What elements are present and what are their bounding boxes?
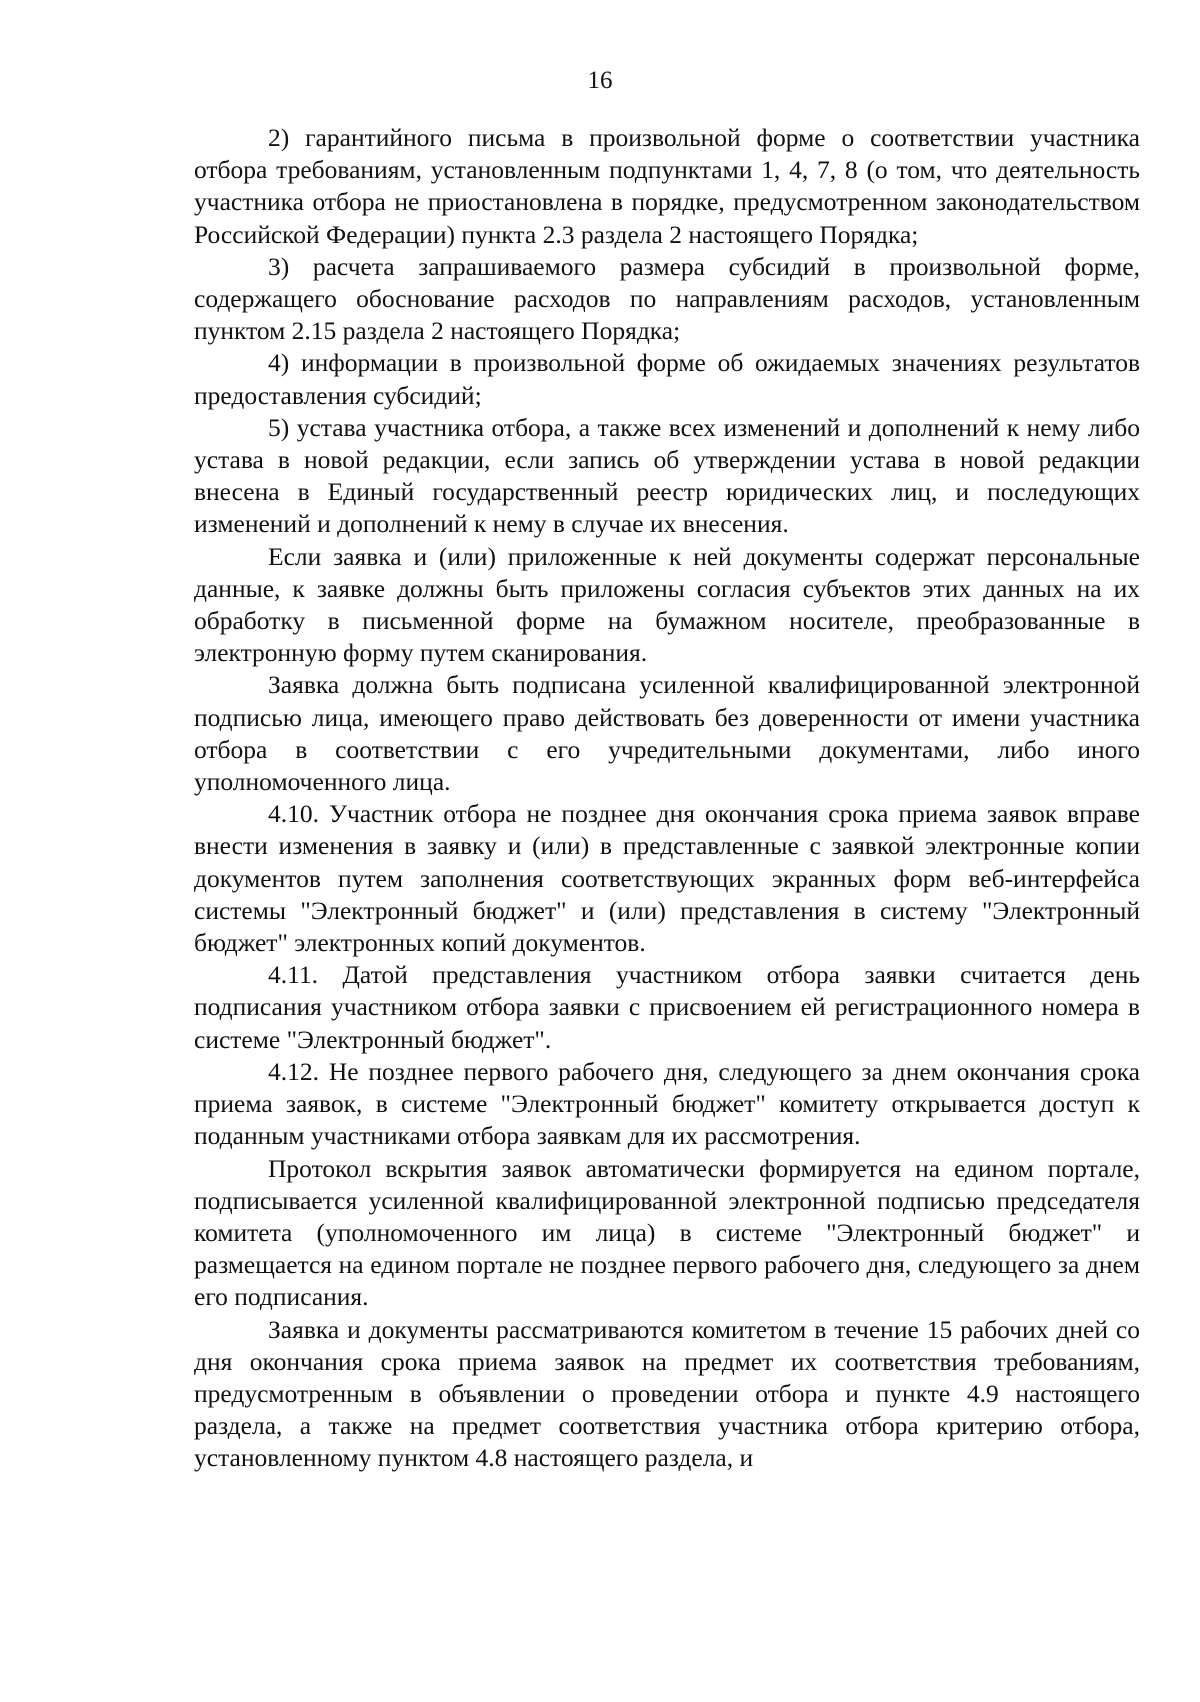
paragraph-4-12: 4.12. Не позднее первого рабочего дня, следующего за днем окончания срока приема заявок, в системе "Электронный бюджет" комитету открывается доступ к поданным участниками отбора заявкам для их рассмотрения. — [194, 1056, 1140, 1151]
page-number: 16 — [587, 67, 613, 94]
paragraph-4-10: 4.10. Участник отбора не позднее дня окончания срока приема заявок вправе внести изменения в заявку и (или) в представленные с заявкой электронные копии документов путем заполнения соответствующих экранных форм веб-интерфейса системы "Электронный бюджет" и (или) представления в систему "Электронный бюджет" электронных копий документов. — [194, 799, 1140, 958]
paragraph-signature: Заявка должна быть подписана усиленной квалифицированной электронной подписью лица, имеющего право действовать без доверенности от имени участника отбора в соответствии с его учредительными документами, либо иного уполномоченного лица. — [194, 670, 1140, 797]
paragraph-item-5: 5) устава участника отбора, а также всех изменений и дополнений к нему либо устава в новой редакции, если запись об утверждении устава в новой редакции внесена в Единый государственный реестр юридических лиц, и последующих изменений и дополнений к нему в случае их внесения. — [194, 412, 1140, 539]
paragraph-review: Заявка и документы рассматриваются комитетом в течение 15 рабочих дней со дня окончания срока приема заявок на предмет их соответствия требованиям, предусмотренным в объявлении о проведении отбора и пункте 4.9 настоящего раздела, а также на предмет соответствия участника отбора критерию отбора, установленному пунктом 4.8 настоящего раздела, и — [194, 1314, 1140, 1473]
paragraph-item-4: 4) информации в произвольной форме об ожидаемых значениях результатов предоставления субсидий; — [194, 348, 1140, 410]
paragraph-item-3: 3) расчета запрашиваемого размера субсидий в произвольной форме, содержащего обоснование расходов по направлениям расходов, установленным пунктом 2.15 раздела 2 настоящего Порядка; — [194, 251, 1140, 346]
paragraph-4-11: 4.11. Датой представления участником отбора заявки считается день подписания участником отбора заявки с присвоением ей регистрационного номера в системе "Электронный бюджет". — [194, 960, 1140, 1054]
paragraph-item-2: 2) гарантийного письма в произвольной форме о соответствии участника отбора требованиям, установленным подпунктами 1, 4, 7, 8 (о том, что деятельность участника отбора не приостановлена в порядке, предусмотренном законодательством Российской Федерации) пункта 2.3 раздела 2 настоящего Порядка; — [194, 123, 1140, 249]
document-body — [194, 122, 1140, 1475]
paragraph-personal-data: Если заявка и (или) приложенные к ней документы содержат персональные данные, к заявке должны быть приложены согласия субъектов этих данных на их обработку в письменной форме на бумажном носителе, преобразованные в электронную форму путем сканирования. — [194, 541, 1140, 668]
paragraph-protocol: Протокол вскрытия заявок автоматически формируется на едином портале, подписывается усиленной квалифицированной электронной подписью председателя комитета (уполномоченного им лица) в системе "Электронный бюджет" и размещается на едином портале не позднее первого рабочего дня, следующего за днем его подписания. — [194, 1153, 1140, 1312]
